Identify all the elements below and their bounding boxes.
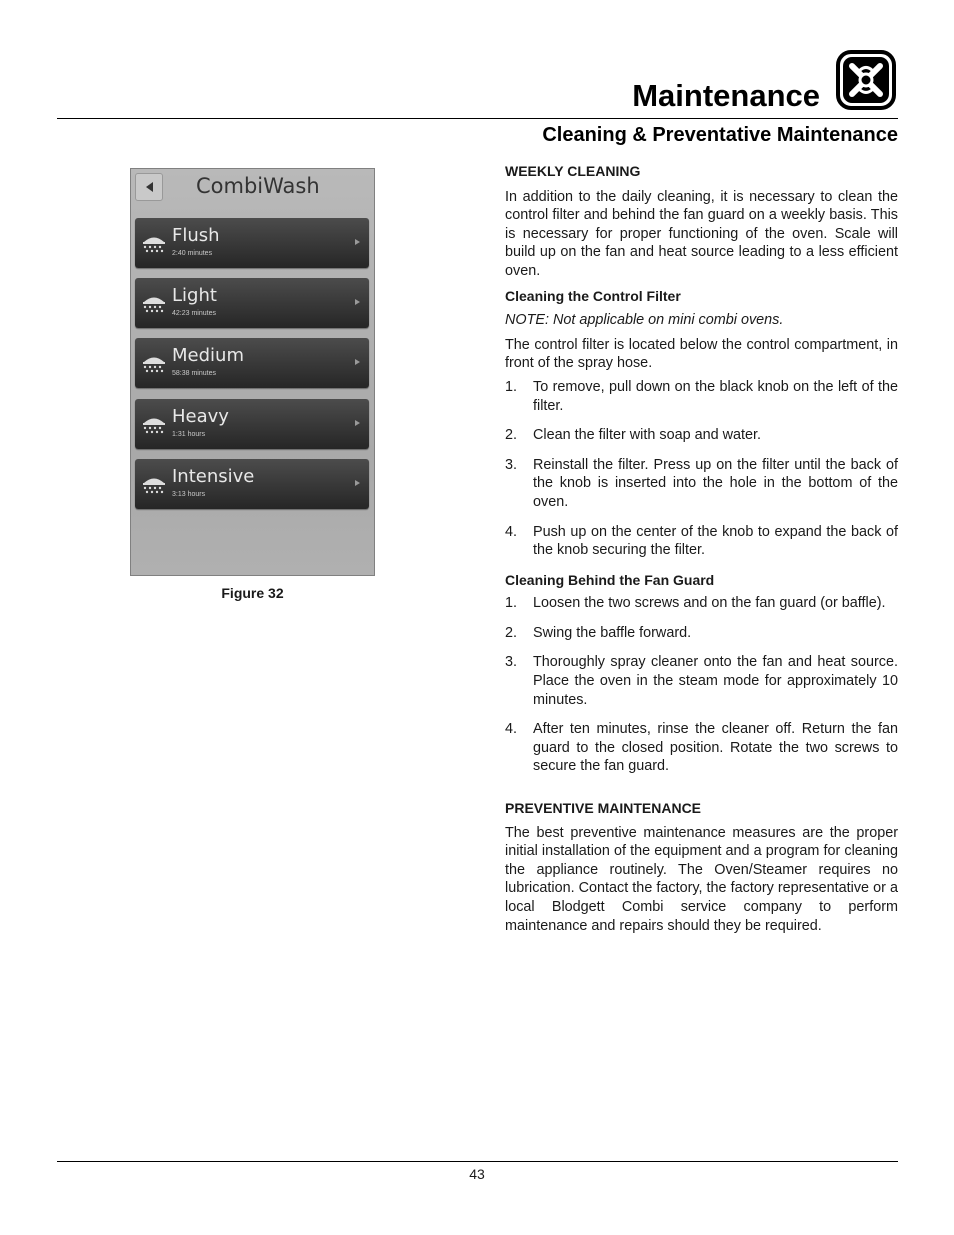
chevron-right-icon <box>355 359 360 365</box>
wash-button-time: 3:13 hours <box>172 491 206 498</box>
chevron-right-icon <box>355 299 360 305</box>
chevron-right-icon <box>355 239 360 245</box>
list-item <box>505 378 898 415</box>
wash-button-medium <box>135 338 369 388</box>
step-number: 3. <box>505 456 518 473</box>
wash-button-flush <box>135 218 369 268</box>
control-filter-intro: The control filter is located below the control compartment, in front of the spray hose. <box>505 336 898 372</box>
step-number: 4. <box>505 523 518 540</box>
wash-button-label: Medium <box>172 345 244 366</box>
fan-guard-heading: Cleaning Behind the Fan Guard <box>505 571 715 588</box>
step-text: Swing the baffle forward. <box>533 624 692 641</box>
chevron-right-icon <box>355 480 360 486</box>
step-text: Push up on the center of the knob to expand the back of the knob securing the filter. <box>533 523 898 559</box>
list-item <box>505 624 898 643</box>
wash-button-time: 2:40 minutes <box>172 250 213 257</box>
fan-guard-steps <box>505 594 898 776</box>
footer-divider <box>57 1161 898 1162</box>
back-arrow-icon <box>135 173 163 201</box>
page-number: 43 <box>469 1166 485 1182</box>
spray-icon <box>141 293 167 313</box>
control-filter-steps <box>505 378 898 560</box>
wash-button-label: Intensive <box>172 466 255 487</box>
wash-button-time: 42:23 minutes <box>172 310 216 317</box>
control-filter-heading: Cleaning the Control Filter <box>505 287 681 304</box>
wash-button-heavy <box>135 399 369 449</box>
wash-button-label: Heavy <box>172 406 229 427</box>
step-text: Thoroughly spray cleaner onto the fan and heat source. Place the oven in the steam mode for approximately 10 minutes. <box>533 654 898 708</box>
list-item <box>505 653 898 709</box>
spray-icon <box>141 414 167 434</box>
spray-icon <box>141 353 167 373</box>
chevron-right-icon <box>355 420 360 426</box>
step-number: 4. <box>505 721 518 738</box>
weekly-cleaning-intro: In addition to the daily cleaning, it is necessary to clean the control filter and behind the fan guard on a weekly basis. This is necessary for proper functioning of the oven. Scale will build up on the fan and heat source leading to a less efficient oven. <box>505 188 898 279</box>
step-text: To remove, pull down on the black knob on the left of the filter. <box>533 378 898 414</box>
section-title: Cleaning & Preventative Maintenance <box>542 124 898 146</box>
control-filter-note: NOTE: Not applicable on mini combi ovens. <box>505 312 784 329</box>
step-number: 3. <box>505 654 518 671</box>
combiwash-screenshot <box>130 168 375 576</box>
preventive-maintenance-text: The best preventive maintenance measures are the proper initial installation of the equipment and a program for cleaning the appliance routinely. The Oven/Steamer requires no lubrication. Contact the factory, the factory representative or a local Blodgett Combi service company to perform maintenance and repairs should they be required. <box>505 824 898 934</box>
list-item <box>505 456 898 512</box>
list-item <box>505 426 898 445</box>
wash-button-label: Flush <box>172 225 220 246</box>
list-item <box>505 594 898 613</box>
list-item <box>505 720 898 776</box>
step-text: Reinstall the filter. Press up on the filter until the back of the knob is inserted into the hole in the bottom of the oven. <box>533 456 898 510</box>
wash-button-label: Light <box>172 285 217 306</box>
wash-button-time: 1:31 hours <box>172 431 206 438</box>
step-text: Loosen the two screws and on the fan guard (or baffle). <box>533 595 886 612</box>
figure-caption: Figure 32 <box>221 585 284 601</box>
step-text: Clean the filter with soap and water. <box>533 427 761 444</box>
combiwash-title: CombiWash <box>196 174 320 198</box>
step-number: 2. <box>505 624 518 641</box>
step-number: 1. <box>505 595 518 612</box>
wash-button-time: 58:38 minutes <box>172 370 216 377</box>
wrench-cross-icon <box>835 49 897 111</box>
wash-button-light <box>135 278 369 328</box>
content-column <box>505 162 898 935</box>
spray-icon <box>141 474 167 494</box>
preventive-maintenance-heading: PREVENTIVE MAINTENANCE <box>505 800 702 817</box>
step-number: 1. <box>505 378 518 395</box>
wash-button-intensive <box>135 459 369 509</box>
step-text: After ten minutes, rinse the cleaner off. Return the fan guard to the closed position. Rotate the two screws to secure the fan guard. <box>533 721 898 775</box>
weekly-cleaning-heading: WEEKLY CLEANING <box>505 163 641 179</box>
spray-icon <box>141 233 167 253</box>
page-title: Maintenance <box>632 78 820 113</box>
header-divider <box>57 118 898 119</box>
step-number: 2. <box>505 427 518 444</box>
list-item <box>505 523 898 560</box>
